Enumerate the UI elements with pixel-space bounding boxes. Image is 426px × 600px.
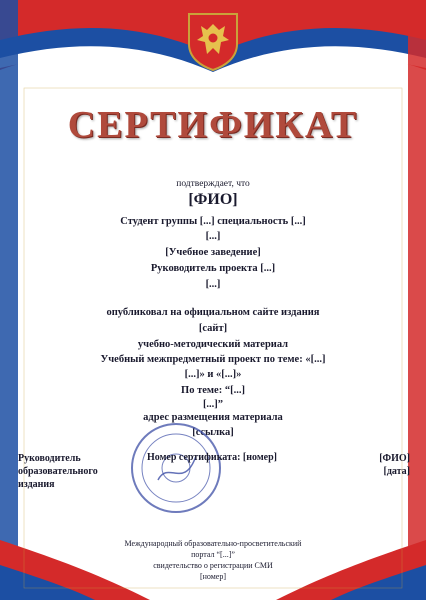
material-type: учебно-методический материал <box>137 339 289 350</box>
footer-registration <box>60 538 366 582</box>
supervisor-line-1: Руководитель проекта [...] <box>150 263 276 274</box>
coat-of-arms-emblem <box>185 10 241 72</box>
institution-name: [Учебное заведение] <box>165 247 261 258</box>
topic-en-line-1: По теме: “[...] <box>181 385 245 396</box>
head-name: [ФИО] <box>379 453 410 464</box>
site-name: [сайт] <box>198 323 228 334</box>
recipient-name: [ФИО] <box>188 191 238 208</box>
student-line-1: Студент группы [...] специальность [...] <box>120 216 306 227</box>
student-line-2: [...] <box>205 231 221 242</box>
round-stamp-icon <box>128 420 224 516</box>
project-line-1: Учебный межпредметный проект по теме: «[...] <box>100 354 326 365</box>
certificate-number: Номер сертификата: [номер] <box>147 452 277 463</box>
address-label: адрес размещения материала <box>143 412 283 423</box>
confirms-text: подтверждает, что <box>176 179 250 189</box>
footer-line-1: Международный образовательно-просветительский <box>124 539 302 548</box>
footer-line-4: [номер] <box>199 572 227 581</box>
head-label <box>18 452 128 491</box>
topic-en-line-2: [...]” <box>202 399 224 410</box>
footer-line-2: портал “[...]” <box>191 550 235 559</box>
supervisor-line-2: [...] <box>205 279 221 290</box>
project-line-2: [...]» и «[...]» <box>184 369 242 380</box>
published-text: опубликовал на официальном сайте издания <box>106 307 320 318</box>
address-url: [ссылка] <box>192 427 234 438</box>
head-label-line-2: образовательного издания <box>18 466 98 490</box>
footer-line-3: свидетельство о регистрации СМИ <box>153 561 273 570</box>
issue-date: [дата] <box>383 466 410 477</box>
head-signature-block <box>300 452 410 478</box>
certificate-title: СЕРТИФИКАТ <box>67 104 359 146</box>
head-label-line-1: Руководитель <box>18 453 81 464</box>
